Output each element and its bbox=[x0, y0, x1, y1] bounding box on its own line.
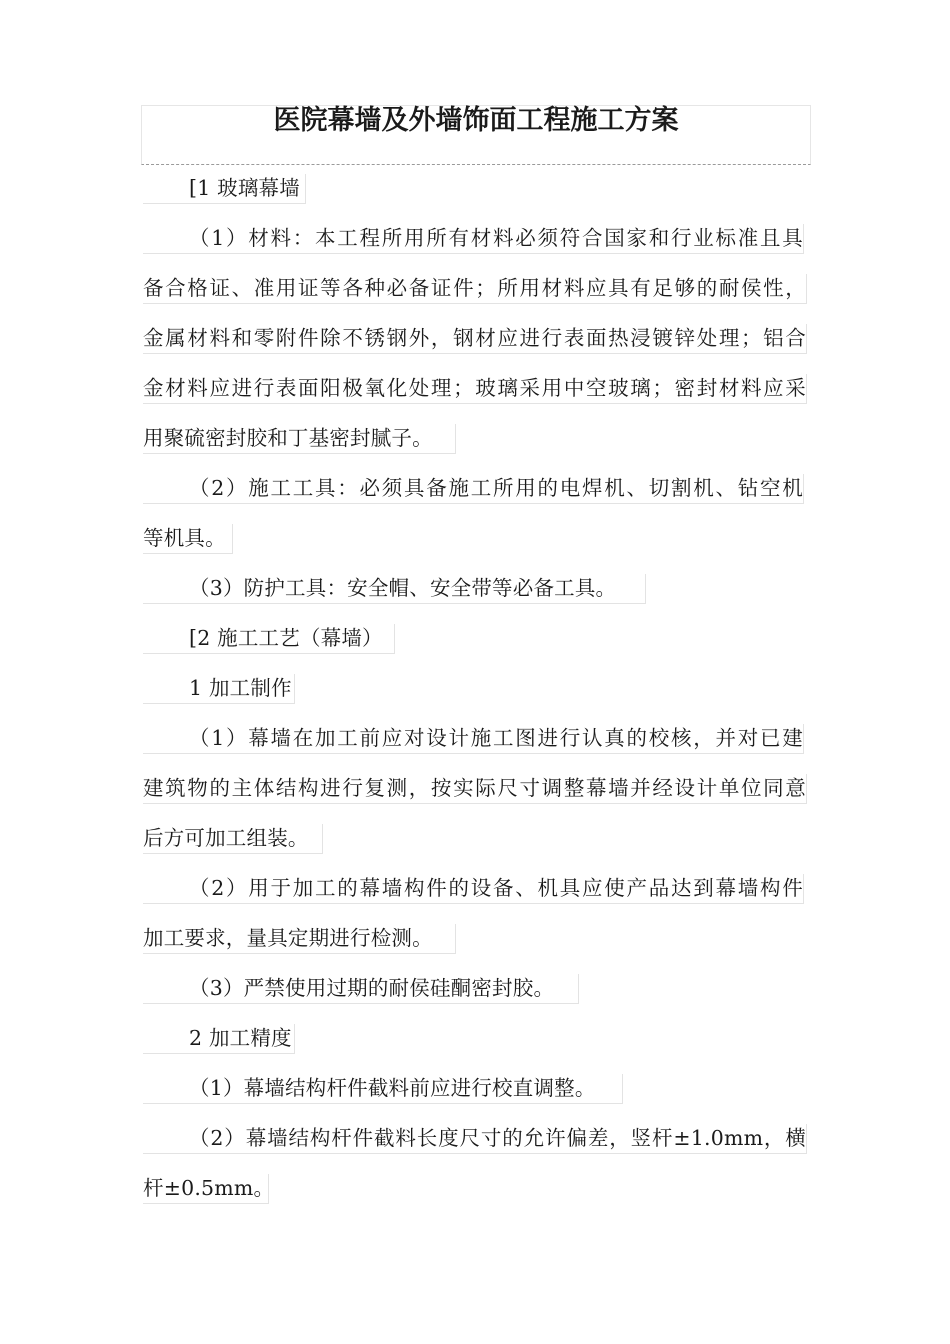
paragraph-line: 建筑物的主体结构进行复测，按实际尺寸调整幕墙并经设计单位同意 bbox=[143, 774, 807, 804]
paragraph-line: 金属材料和零附件除不锈钢外，钢材应进行表面热浸镀锌处理；铝合 bbox=[143, 324, 807, 354]
section-heading-construction-process: [2 施工工艺（幕墙） bbox=[143, 624, 395, 654]
page-title: 医院幕墙及外墙饰面工程施工方案 bbox=[273, 105, 679, 136]
subsection-heading-fabrication: 1 加工制作 bbox=[143, 674, 295, 704]
paragraph-line: 金材料应进行表面阳极氧化处理；玻璃采用中空玻璃；密封材料应采 bbox=[143, 374, 807, 404]
section-heading-glass-curtain-wall: [1 玻璃幕墙 bbox=[143, 174, 306, 204]
paragraph-line: 加工要求，量具定期进行检测。 bbox=[143, 924, 456, 954]
paragraph-line: （2）施工工具：必须具备施工所用的电焊机、切割机、钻空机 bbox=[143, 474, 804, 504]
paragraph-line: （2）幕墙结构杆件截料长度尺寸的允许偏差，竖杆±1.0mm，横 bbox=[143, 1124, 807, 1154]
paragraph-line: （1）材料：本工程所用所有材料必须符合国家和行业标准且具 bbox=[143, 224, 804, 254]
paragraph-line: 杆±0.5mm。 bbox=[143, 1174, 269, 1204]
paragraph-line: （3）严禁使用过期的耐侯硅酮密封胶。 bbox=[143, 974, 579, 1004]
paragraph-line: （1）幕墙在加工前应对设计施工图进行认真的校核，并对已建 bbox=[143, 724, 804, 754]
title-box bbox=[141, 105, 811, 165]
subsection-heading-precision: 2 加工精度 bbox=[143, 1024, 295, 1054]
paragraph-line: （3）防护工具：安全帽、安全带等必备工具。 bbox=[143, 574, 646, 604]
paragraph-line: （1）幕墙结构杆件截料前应进行校直调整。 bbox=[143, 1074, 623, 1104]
paragraph-line: 后方可加工组装。 bbox=[143, 824, 323, 854]
paragraph-line: 等机具。 bbox=[143, 524, 233, 554]
paragraph-line: （2）用于加工的幕墙构件的设备、机具应使产品达到幕墙构件 bbox=[143, 874, 804, 904]
paragraph-line: 备合格证、准用证等各种必备证件；所用材料应具有足够的耐侯性， bbox=[143, 274, 807, 304]
paragraph-line: 用聚硫密封胶和丁基密封腻子。 bbox=[143, 424, 456, 454]
